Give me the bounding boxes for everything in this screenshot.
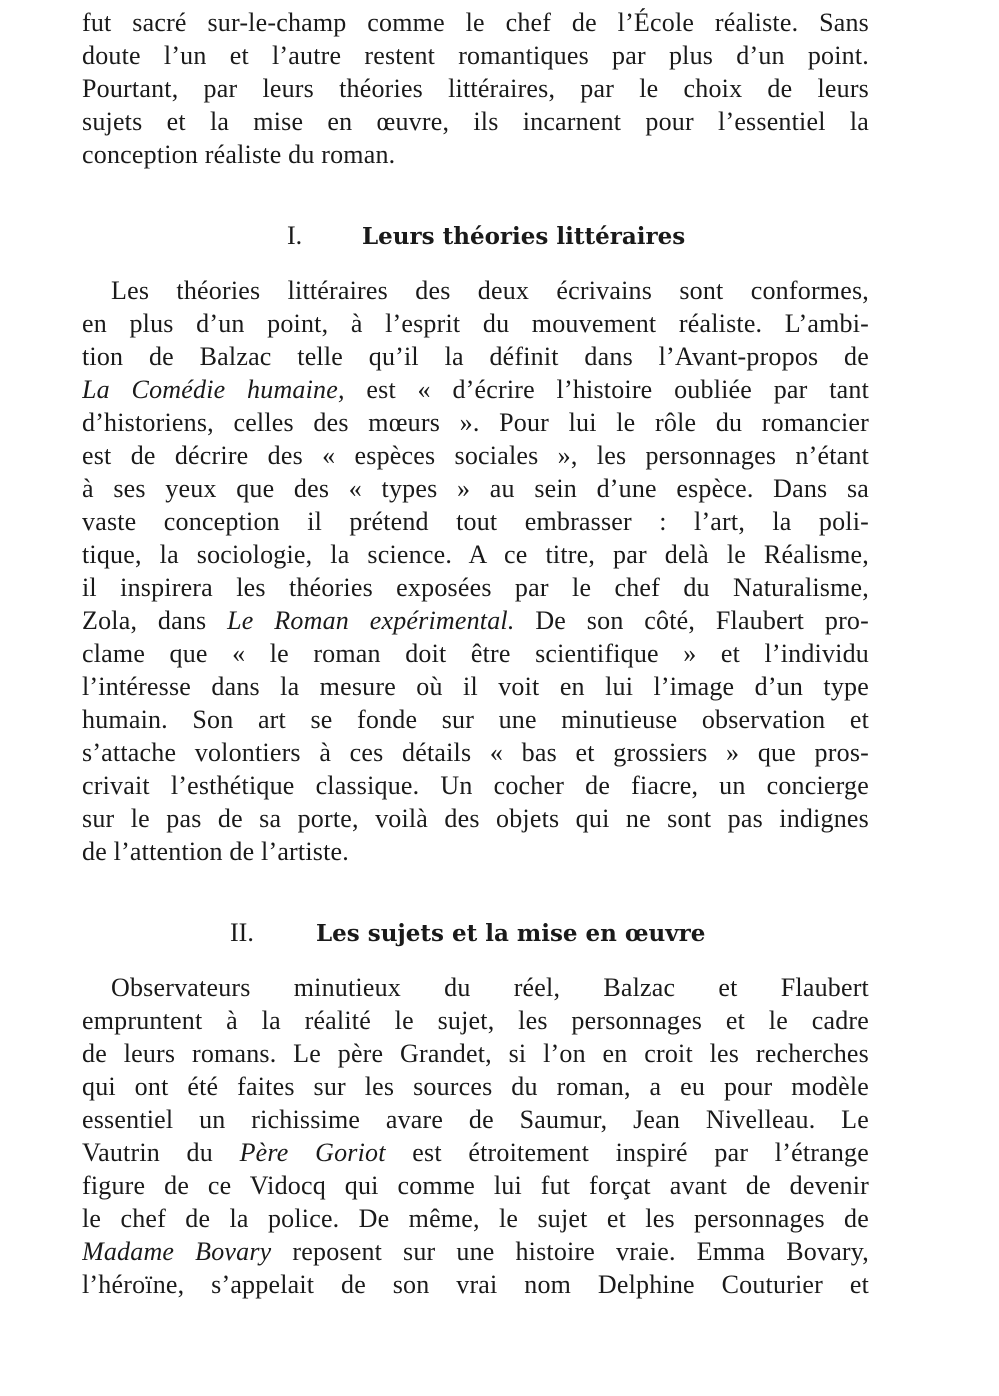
book-title: Père Goriot — [239, 1138, 386, 1167]
book-page — [82, 6, 869, 1301]
text-line: est de décrire des « espèces sociales », les personnages n’étant — [82, 441, 869, 470]
book-title: La Comédie humaine, — [82, 375, 345, 404]
text-line: Pourtant, par leurs théories littéraires, par le choix de leurs — [82, 74, 869, 103]
text-line: humain. Son art se fonde sur une minutieuse observation et — [82, 705, 869, 734]
text-fragment: est « d’écrire l’histoire oubliée par tant — [366, 375, 869, 404]
text-fragment: De son côté, Flaubert pro- — [535, 606, 869, 635]
section-2-number: II. — [230, 918, 254, 947]
text-line: qui ont été faites sur les sources du roman, a eu pour modèle — [82, 1072, 869, 1101]
text-fragment: Vautrin du — [82, 1138, 213, 1167]
text-line: en plus d’un point, à l’esprit du mouvement réaliste. L’ambi- — [82, 309, 869, 338]
text-line: empruntent à la réalité le sujet, les personnages et le cadre — [82, 1006, 869, 1035]
text-line: l’héroïne, s’appelait de son vrai nom Delphine Couturier et — [82, 1270, 869, 1299]
text-line: de l’attention de l’artiste. — [82, 837, 349, 866]
text-line: s’attache volontiers à ces détails « bas et grossiers » que pros- — [82, 738, 869, 767]
text-line: le chef de la police. De même, le sujet et les personnages de — [82, 1204, 869, 1233]
text-line: tion de Balzac telle qu’il la définit dans l’Avant-propos de — [82, 342, 869, 371]
text-line: sujets et la mise en œuvre, ils incarnent pour l’essentiel la — [82, 107, 869, 136]
text-line: conception réaliste du roman. — [82, 140, 396, 169]
section-1-number: I. — [287, 221, 303, 250]
text-line: fut sacré sur-le-champ comme le chef de l’École réaliste. Sans — [82, 8, 869, 37]
text-line — [82, 373, 869, 406]
text-fragment: est étroitement inspiré par l’étrange — [412, 1138, 869, 1167]
book-title: Madame Bovary — [82, 1237, 272, 1266]
text-line: à ses yeux que des « types » au sein d’une espèce. Dans sa — [82, 474, 869, 503]
book-title: Le Roman expérimental. — [227, 606, 515, 635]
text-line: il inspirera les théories exposées par le chef du Naturalisme, — [82, 573, 869, 602]
text-line: d’historiens, celles des mœurs ». Pour lui le rôle du romancier — [82, 408, 869, 437]
text-line: doute l’un et l’autre restent romantiques par plus d’un point. — [82, 41, 869, 70]
section-2-heading — [82, 916, 869, 950]
text-line: figure de ce Vidocq qui comme lui fut forçat avant de devenir — [82, 1171, 869, 1200]
section-1-paragraph — [82, 274, 869, 868]
intro-paragraph — [82, 6, 869, 171]
text-line: essentiel un richissime avare de Saumur, Jean Nivelleau. Le — [82, 1105, 869, 1134]
text-fragment: Zola, dans — [82, 606, 207, 635]
text-line: Les théories littéraires des deux écrivains sont conformes, — [111, 276, 869, 305]
text-line: l’intéresse dans la mesure où il voit en lui l’image d’un type — [82, 672, 869, 701]
text-line: crivait l’esthétique classique. Un cocher de fiacre, un concierge — [82, 771, 869, 800]
section-2-paragraph — [82, 971, 869, 1301]
section-1-heading — [82, 219, 869, 253]
text-line — [82, 1235, 869, 1268]
section-1-title: Leurs théories littéraires — [362, 223, 686, 250]
text-fragment: reposent sur une histoire vraie. Emma Bovary, — [292, 1237, 869, 1266]
text-line: tique, la sociologie, la science. A ce titre, par delà le Réalisme, — [82, 540, 869, 569]
text-line: de leurs romans. Le père Grandet, si l’on en croit les recherches — [82, 1039, 869, 1068]
text-line: Observateurs minutieux du réel, Balzac et Flaubert — [111, 973, 869, 1002]
section-2-title: Les sujets et la mise en œuvre — [316, 920, 706, 947]
text-line: vaste conception il prétend tout embrasser : l’art, la poli- — [82, 507, 869, 536]
text-line: clame que « le roman doit être scientifique » et l’individu — [82, 639, 869, 668]
text-line — [82, 1136, 869, 1169]
text-line: sur le pas de sa porte, voilà des objets qui ne sont pas indignes — [82, 804, 869, 833]
text-line — [82, 604, 869, 637]
